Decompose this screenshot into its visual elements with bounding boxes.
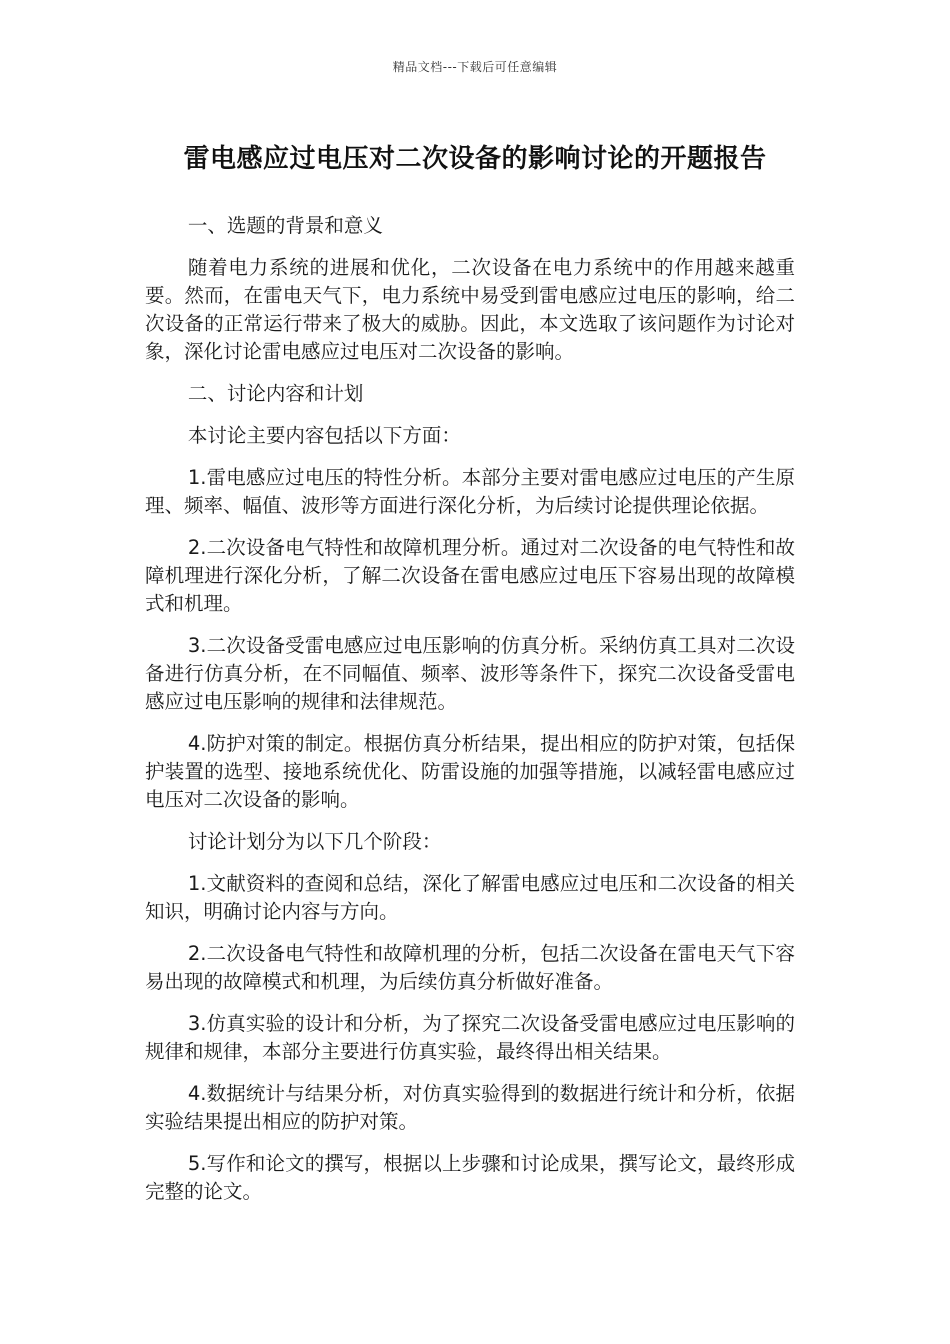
document-body xyxy=(145,212,795,1220)
plan-stage-4: 4.数据统计与结果分析，对仿真实验得到的数据进行统计和分析，依据实验结果提出相应的防护对策。 xyxy=(145,1082,795,1133)
content-item-1: 1.雷电感应过电压的特性分析。本部分主要对雷电感应过电压的产生原理、频率、幅值、波形等方面进行深化分析，为后续讨论提供理论依据。 xyxy=(145,466,795,517)
plan-stage-2: 2.二次设备电气特性和故障机理的分析，包括二次设备在雷电天气下容易出现的故障模式和机理，为后续仿真分析做好准备。 xyxy=(145,942,795,993)
section-heading-background: 一、选题的背景和意义 xyxy=(187,214,383,237)
plan-stage-1: 1.文献资料的查阅和总结，深化了解雷电感应过电压和二次设备的相关知识，明确讨论内容与方向。 xyxy=(145,872,795,923)
plan-stage-5: 5.写作和论文的撰写，根据以上步骤和讨论成果，撰写论文，最终形成完整的论文。 xyxy=(145,1152,795,1203)
document-title: 雷电感应过电压对二次设备的影响讨论的开题报告 xyxy=(183,144,767,174)
plan-stage-3: 3.仿真实验的设计和分析，为了探究二次设备受雷电感应过电压影响的规律和规律，本部分主要进行仿真实验，最终得出相关结果。 xyxy=(145,1012,795,1063)
content-item-4: 4.防护对策的制定。根据仿真分析结果，提出相应的防护对策，包括保护装置的选型、接地系统优化、防雷设施的加强等措施，以减轻雷电感应过电压对二次设备的影响。 xyxy=(145,732,795,811)
paragraph-content-intro: 本讨论主要内容包括以下方面： xyxy=(187,424,461,447)
content-item-2: 2.二次设备电气特性和故障机理分析。通过对二次设备的电气特性和故障机理进行深化分析，了解二次设备在雷电感应过电压下容易出现的故障模式和机理。 xyxy=(145,536,795,615)
content-item-3: 3.二次设备受雷电感应过电压影响的仿真分析。采纳仿真工具对二次设备进行仿真分析，在不同幅值、频率、波形等条件下，探究二次设备受雷电感应过电压影响的规律和法律规范。 xyxy=(145,634,795,713)
section-heading-content-plan: 二、讨论内容和计划 xyxy=(187,382,364,405)
header-note: 精品文档---下载后可任意编辑 xyxy=(392,60,558,74)
paragraph-background: 随着电力系统的进展和优化，二次设备在电力系统中的作用越来越重要。然而，在雷电天气下，电力系统中易受到雷电感应过电压的影响，给二次设备的正常运行带来了极大的威胁。因此，本文选取了该问题作为讨论对象，深化讨论雷电感应过电压对二次设备的影响。 xyxy=(145,256,795,363)
paragraph-plan-intro: 讨论计划分为以下几个阶段： xyxy=(187,830,442,853)
